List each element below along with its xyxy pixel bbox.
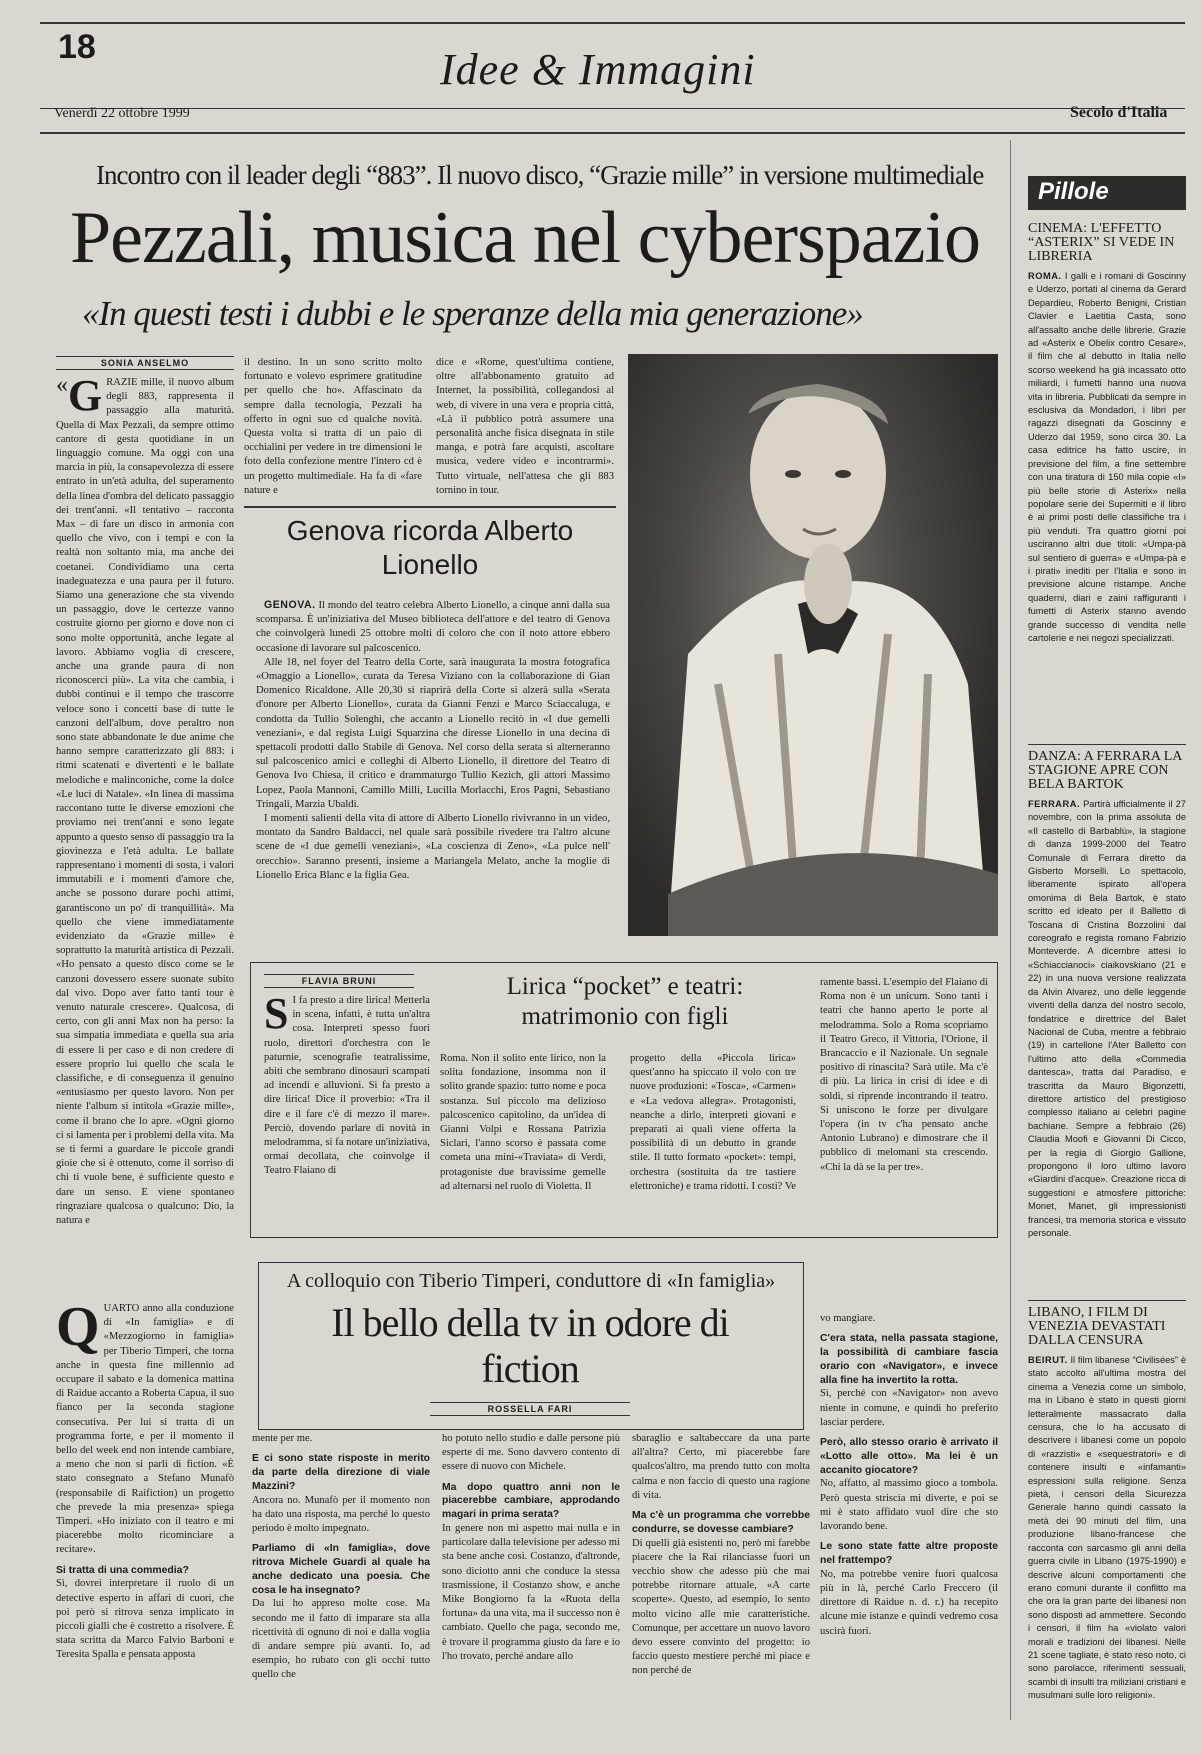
interview-kicker: A colloquio con Tiberio Timperi, conduttore di «In famiglia» bbox=[286, 1270, 776, 1292]
portrait-illustration bbox=[628, 354, 998, 936]
masthead-rule bbox=[40, 108, 1185, 109]
sidebar-item-3 bbox=[1028, 1306, 1186, 1730]
top-rule bbox=[40, 22, 1185, 24]
newspaper-name: Secolo d'Italia bbox=[1070, 104, 1168, 121]
interview-headline: Il bello della tv in odore di fiction bbox=[331, 1300, 729, 1391]
sidebar-item-1-body bbox=[1028, 270, 1186, 716]
sidebar-item-3-body bbox=[1028, 1354, 1186, 1730]
interview-answer-6: Sì, perché con «Navigator» non avevo niente in comune, e quindi ho preferito lasciar perdere. bbox=[820, 1388, 998, 1428]
sidebar-item-2-body bbox=[1028, 798, 1186, 1312]
page-number: 18 bbox=[58, 28, 96, 66]
genova-paragraph-3: I momenti salienti della vita di attore di Alberto Lionello rivivranno in un video, montato da Sandro Baldacci, nel quale sarà possibile rivedere tra l'altro alcune scene de «I due gemelli veneziani», «La coscienza di Zeno», «La pulce nell' orecchio». Saranno presenti, insieme a Mariangela Melato, anche la moglie di Lionello Erica Blanc e la figlia Gea. bbox=[256, 813, 610, 881]
article-lead: RAZIE mille, il nuovo album degli 883, rappresenta il passaggio alla maturità. Quella di Max Pezzali, da sempre ottimo cantore di gesta quotidiane in un linguaggio comune. Ma oggi con una marcia in più, la consapevolezza di essere entrato in un'età adulta, del superamento della linea d'ombra del delicato passaggio dei trent'anni. «Il tentativo – racconta Max – di fare un disco in armonia con quello che vivo, con i tempi e con la realtà non soltanto mia, ma anche dei coetanei. Condividiamo una certa inadeguatezza e una paura per il futuro. Siamo una generazione che sta vivendo un passaggio, dove le certezze vanno costruite giorno per giorno e dove non ci sono molte opportunità, anche legate al lavoro. Abbiamo voglia di crescere, anche una grande paura di non riconoscerci più». La vita che cambia, i dubbi continui e il tempo che trascorre veloce sono i concetti base di tutte le canzoni dell'album, dove peraltro non sono state abbandonate le due anime che hanno sempre caratterizzato gli 883: i ritmi scatenati e divertenti e le ballate melodiche e malinconiche, come la dolce «Le luci di Natale». «In linea di massima raccontano tutte le diverse emozioni che proviamo nei trent'anni e sono legate appunto a questo senso di passaggio tra la giovinezza e l'età adulta. Le ballate rappresentano i momenti di sosta, i valori immutabili e i momenti d'amore che, anche se possono durare pochi attimi, garantiscono un po' di tranquillità». Ma quello che viene immediatamente evidenziato da «Grazie mille» è soprattutto la maturità artistica di Pezzali. «Ho pensato a questo disco come se le canzoni dovessero essere suonate subito dal vivo. Dopo aver fatto tanti tour è venuto naturale crescere». Qualcosa, di certo, con gli anni Max non ha perso: la sua simpatia immediata e quella sua aria di essere lì per caso e di non credere di essere proprio lui quello che scala le classifiche, e di conseguenza il genuino «entusiasmo per questo lavoro. Non per niente l'album si intitola «Grazie mille», come il brano che lo apre. «Ogni giorno ci si lamenta per i problemi della vita. Ma se ti fermi a guardare le piccole grandi gioie che si è ottenuto, come il sorriso di chi ti vuole bene, è sufficiente questo e dare un senso. E viene spontaneo ringraziare qualcosa o qualcuno: Dio, la natura e bbox=[56, 377, 234, 1226]
sidebar-rule-2 bbox=[1028, 1300, 1186, 1301]
sidebar-title-bar bbox=[1028, 176, 1186, 210]
lirica-headline: Lirica “pocket” e teatri: matrimonio con figli bbox=[506, 973, 744, 1030]
sidebar-item-3-place: BEIRUT. bbox=[1028, 1355, 1068, 1365]
interview-question-1: Si tratta di una commedia? bbox=[56, 1564, 189, 1576]
article-dropcap: G bbox=[68, 376, 103, 420]
interview-text-2: mente per me. bbox=[252, 1433, 313, 1444]
sidebar-item-2-headline: DANZA: A FERRARA LA STAGIONE APRE CON BELA BARTOK bbox=[1028, 749, 1182, 792]
sidebar-item-1-text: I galli e i romani di Goscinny e Uderzo, portati al cinema da Gerard Depardieu, Roberto Benigni, Cristian Clavier e Laetitia Casta, sono all'assalto anche delle librerie. Grazie ad «Asterix e Obelix contro Cesare», il film che al debutto in Italia nello scorso weekend ha già incassato otto miliardi, i fumetti hanno una nuova vita in libreria. Pubblicati da sempre in esclusiva da Mondadori, i libri per ragazzi disegnati da Goscinny e Uderzo dal 1959, sono circa 30. La casa editrice ha fatto uscire, in previsione del film, a fine settembre con una tiratura di 150 mila copie «I» più belle storie di Asterix» nella popolare serie dei Supermiti e il libro è ai primi posti delle classifiche tra i più venduti. Tra quattro giorni poi usciranno altri due titoli: «Umpa-pà sul sentiero di guerra» e «Umpa-pà e i pirati» inediti per l'Italia e sono in previsione alcune ristampe. Anche quaderni, diari e zaini raffiguranti i fumetti di Asterix stanno avendo grande successo di vendita nelle cartolerie e nei negozi specializzati. bbox=[1028, 271, 1186, 643]
genova-place: GENOVA. bbox=[264, 599, 316, 611]
interview-answer-8: No, ma potrebbe venire fuori qualcosa più in là, perché Carlo Freccero (il direttore di Raidue n. d. r.) ha recepito alcune mie istanze e quindi vedremo cosa uscirà fuori. bbox=[820, 1568, 998, 1637]
interview-question-8: Le sono state fatte altre proposte nel frattempo? bbox=[820, 1541, 998, 1566]
sidebar-item-3-text: Il film libanese “Civilisées” è stato accolto all'ultima mostra del cinema a Venezia come un simbolo, ma in Libano è stato in questi giorni letteralmente massacrato dalla censura, che lo ha accusato di descrivere i libanesi come un popolo di «razzisti» e «sequestratori» e di contenere insulti e «infamanti» espressioni sulla religione. Senza pietà, i censori della Sicurezza Generale hanno quindi cassato la metà dei 90 minuti del film, una produzione libano-francese che racconta con sarcasmo gli anni della guerra civile in Libano (1975-1990) e descrive alcuni comportamenti che erano comuni durante il conflitto ma che ora la gran parte dei libanesi non sono disposti ad ammettere. Secondo i censori, il film ha «violato valori morali e tradizioni dei libanesi. Nelle 21 scene tagliate, è stato reso noto, ci sono parolacce, riferimenti sessuali, scambi di insulti tra miliziani cristiani e musulmani sulle loro religioni». bbox=[1028, 1355, 1186, 1701]
interview-text-3: ho potuto nello studio e dalle persone più esperte di me. Sono davvero contento di essere di nuovo con Michele. bbox=[442, 1433, 620, 1473]
lirica-dropcap: S bbox=[264, 994, 289, 1038]
article-column-3: dice e «Rome, quest'ultima contiene, oltre all'abbonamento gratuito ad Internet, la possibilità, collegandosi al web, di vivere in una vera e propria città, «Là il pubblico potrà assumere una personalità anche fisica disegnata in stile manga, e potrà fare acquisti, ascoltare musica, vedere video e incontrarmi». Tutto virtuale, nell'attesa che gli 883 tornino in tour. bbox=[436, 357, 614, 496]
interview-question-5: Ma c'è un programma che vorrebbe condurre, se dovesse cambiare? bbox=[632, 1510, 810, 1535]
genova-body bbox=[256, 598, 610, 948]
sidebar-item-2-place: FERRARA. bbox=[1028, 799, 1081, 809]
quote-mark: « bbox=[56, 376, 68, 398]
interview-byline: ROSSELLA FARI bbox=[430, 1402, 630, 1416]
interview-answer-2: Ancora no. Munafò per il momento non ha dato una risposta, ma perché lo questo periodo è molto impegnato. bbox=[252, 1494, 430, 1534]
interview-dropcap: Q bbox=[56, 1302, 100, 1358]
sidebar-item-1 bbox=[1028, 222, 1186, 716]
lirica-text-1: I fa presto a dire lirica! Metterla in scena, infatti, è tutta un'altra cosa. Interpreti spesso fuori ruolo, direttori d'orchestra con le paturnie, scenografie teatralissime, abiti che sembrano dinosauri scampati ad incendi e alluvioni. Si fa presto a dire lirica! Dice il proverbio: «Tra il dire e il fare c'è di mezzo il mare». Perciò, dovendo parlare di novità in melodramma, si fa notare un'iniziativa, ormai decollata, che coinvolge il Teatro Flaiano di bbox=[264, 995, 430, 1177]
interview-question-3: Parliamo di «In famiglia», dove ritrova Michele Guardi al quale ha anche dedicato una poesia. Che cosa le ha insegnato? bbox=[252, 1543, 430, 1596]
genova-paragraph-1: Il mondo del teatro celebra Alberto Lionello, a cinque anni dalla sua scomparsa. È un'iniziativa del Museo biblioteca dell'attore e del teatro di Genova che coinvolgerà lunedì 25 ottobre molti di coloro che con il noto attore ebbero occasione di lavorare sul palcoscenico. bbox=[256, 600, 610, 654]
interview-column-4 bbox=[632, 1432, 810, 1712]
interview-intro: UARTO anno alla conduzione di «In famiglia» e di «Mezzogiorno in famiglia» per Tiberio Timperi, che torna anche in questa fine millennio ad occupare il sabato e la domenica mattina di Raidue accanto a Roberta Capua, il suo fianco per la seconda stagione consecutiva. Per lui si tratta di un programma forte, e per il momento il bello del week end non intende cambiare, a meno che non si parli di fiction. «È stato consegnato a Stefano Munafò (responsabile di Raifiction) un progetto che prevede la mia presenza» spiega Timperi. «Ho iniziato con il teatro e mi piacerebbe molto ricominciare a recitare». bbox=[56, 1303, 234, 1556]
lirica-column-1 bbox=[264, 994, 430, 1228]
max-pezzali-photo bbox=[628, 354, 998, 936]
lirica-column-4: ramente bassi. L'esempio del Flaiano di Roma non è un unicum. Sono tanti i teatri che hanno aperto le porte al melodramma. Solo a Roma scopriamo il Teatro Greco, il Vittoria, l'Orione, il Brancaccio e il Nazionale. Un segnale positivo di rinascita? Sarà utile. Ma c'è di più. La lirica in crisi di idee e di soldi, si riprende incontrando il teatro. Si uniscono le forze per divulgare l'opera (in tv c'ha pensato anche Antonio Lubrano) e dimostrare che il pubblico di melomani sta crescendo. «Chi la dà se la per tre». bbox=[820, 977, 988, 1173]
interview-column-5 bbox=[820, 1312, 998, 1712]
article-column-1 bbox=[56, 376, 234, 1256]
interview-answer-1: Sì, dovrei interpretare il ruolo di un detective esperto in affari di cuori, che poi però si ritrova senza implicato in piccoli gialli che è costretto a risolvere. È stata scritta da Marco Falvio Barboni e Teresita Spalla e pensata apposta bbox=[56, 1578, 234, 1661]
interview-answer-7: No, affatto, al massimo gioco a tombola. Però questa striscia mi diverte, e poi se mi è stato affidato vuol dire che sto lavorando bene. bbox=[820, 1478, 998, 1532]
interview-column-2 bbox=[252, 1432, 430, 1712]
sidebar-item-1-place: ROMA. bbox=[1028, 271, 1062, 281]
article-column-2: il destino. In un sono scritto molto fortunato e volevo esprimere gratitudine per quello che ho». Affascinato da sempre dalla tecnologia, Pezzali ha offerto in ogni suo cd qualche novità. Questa volta si tratta di un paio di occhialini per vedere in tre dimensioni le foto della confezione mentre l'intero cd è un progetto multimediale. Ha fa di «fare nature e bbox=[244, 357, 422, 496]
genova-box-top-rule bbox=[244, 506, 616, 508]
interview-question-4: Ma dopo quattro anni non le piacerebbe cambiare, approdando magari in prima serata? bbox=[442, 1481, 620, 1521]
sidebar-title: Pillole bbox=[1038, 178, 1109, 205]
interview-column-1 bbox=[56, 1302, 234, 1712]
issue-date: Venerdì 22 ottobre 1999 bbox=[54, 106, 190, 121]
interview-text-5: vo mangiare. bbox=[820, 1313, 876, 1324]
article-byline: SONIA ANSELMO bbox=[56, 356, 234, 370]
sidebar-item-1-headline: CINEMA: L'EFFETTO “ASTERIX” SI VEDE IN LIBRERIA bbox=[1028, 221, 1175, 264]
section-title: Idee & Immagini bbox=[440, 45, 756, 94]
interview-question-6: C'era stata, nella passata stagione, la possibilità di cambiare fascia orario con «Navigator», e invece alla fine ha invertito la rotta. bbox=[820, 1333, 998, 1386]
interview-text-4: sbaraglio e saltabeccare da una parte all'altra? Certo, mi piacerebbe fare qualcos'altro, ma prendo tutto con molta calma e non faccio di questo una ragione di vita. bbox=[632, 1433, 810, 1501]
interview-question-2: E ci sono state risposte in merito da parte della direzione di viale Mazzini? bbox=[252, 1453, 430, 1492]
genova-paragraph-2: Alle 18, nel foyer del Teatro della Corte, sarà inaugurata la mostra fotografica «Omaggio a Lionello», curata da Teresa Viziano con la collaborazione di Gian Domenico Ricaldone. Alle 20,30 si riaprirà della Corte si alzerà sulla «Serata d'onore per Alberto Lionello», curata da Gianni Fenzi e Marco Sciaccaluga, e condotta da Tullio Solenghi, che accanto a Lionello recitò in «I due gemelli veneziani», e dal regista Luigi Squarzina che diresse Lionello in una decina di spettacoli prodotti dallo Stabile di Genova. Nel corso della serata si alterneranno sul palcoscenico amici e colleghi di Alberto Lionello, il direttore del Teatro di Genova Ivo Chiesa, il critico e drammaturgo Tullio Kezich, gli attori Massimo Lopez, Paola Mannoni, Camillo Milli, Lucilla Morlacchi, Eros Pagni, Sebastiano Tringali, Marzia Ubaldi. bbox=[256, 656, 610, 810]
lirica-column-3: progetto della «Piccola lirica» quest'anno ha spiccato il volo con tre nuove produzioni: «Tosca», «Carmen» e «La vedova allegra». Protagonisti, neanche a dirlo, interpreti giovani e preparati ai quali viene offerta la possibilità di un debutto in grande stile. Il tutto formato «pocket»: tempi, orchestra (sostituita da tre tastiere elettroniche) e trama ridotti. I costi? Ve bbox=[630, 1053, 796, 1192]
interview-question-7: Però, allo stesso orario è arrivato il «Lotto alle otto». Ma lei è un accanito giocatore? bbox=[820, 1437, 998, 1476]
article-kicker: Incontro con il leader degli “883”. Il nuovo disco, “Grazie mille” in versione multimediale bbox=[96, 160, 984, 190]
sidebar-rule-1 bbox=[1028, 744, 1186, 745]
sidebar-item-2 bbox=[1028, 750, 1186, 1312]
article-subheadline: «In questi testi i dubbi e le speranze della mia generazione» bbox=[82, 294, 863, 333]
interview-answer-3: Da lui ho appreso molte cose. Ma secondo me il fatto di imparare sta alla ricettività di ognuno di noi e dalla voglia di andare sempre più avanti. Io, ad esempio, ho rubato con gli occhi tutto quello che bbox=[252, 1598, 430, 1681]
article-headline: Pezzali, musica nel cyberspazio bbox=[70, 197, 981, 279]
sidebar-item-3-headline: LIBANO, I FILM DI VENEZIA DEVASTATI DALLA CENSURA bbox=[1028, 1305, 1166, 1348]
sidebar-item-2-text: Partirà ufficialmente il 27 novembre, con la prima assoluta de «Il castello di Barbablù», la stagione di danza 1999-2000 del Teatro Comunale di Ferrara diretto da Gisberto Morselli. Lo spettacolo, liberamente ispirato all'opera omonima di Bela Bartok, è stato scritto ed ideato per il Balletto di Toscana di Cristina Bozzolini dal coreografo e regista romano Fabrizio Monteverde. A dicembre attesi lo «Schiaccianoci» ciaikovskiano (21 e 22) in una nuova versione realizzata da Alvin Alvarez, uno delle leggende viventi della danza del nostro secolo, fondatrice e direttrice del Balet Nacional de Cuba, mentre a febbraio (19) in cartellone l'Ater Balletto con l'ultimo atto della «Commedia dantesca», tratta dal Paradiso, e trascritta da Mauro Bigonzetti, direttore artistico del prestigioso complesso italiano ai celebri pagine bachiane. Sempre a febbraio (26) Claudia Moofi e Giovanni Di Cicco, per la regia di Giorgio Gallione, propongono il loro ultimo lavoro «Giardini d'acque». Creazione ricca di suggestioni e atmosfere pittoriche: Monet, Manet, gli impressionisti francesi, tra memoria storica e vissuto personale. bbox=[1028, 799, 1186, 1238]
sidebar-divider bbox=[1010, 140, 1011, 1720]
interview-column-3 bbox=[442, 1432, 620, 1712]
lirica-byline: FLAVIA BRUNI bbox=[264, 974, 414, 988]
interview-answer-4: In genere non mi aspetto mai nulla e in particolare dalla televisione per adesso mi sta bene anche così. Costanzo, d'altronde, sono diciotto anni che conduce la stessa trasmissione, il Costanzo show, e anche Mike Bongiorno fa la «Ruota della fortuna» da una vita, ma il successo non è cambiato. Quello che paga, secondo me, è trovare il programma giusto da fare e io l'ho trovato, perché andare allo bbox=[442, 1523, 620, 1662]
genova-headline: Genova ricorda Alberto Lionello bbox=[286, 515, 574, 580]
interview-answer-5: Di quelli già esistenti no, però mi farebbe piacere che la Rai rilanciasse fuori un vecchio show che adesso più che mai potrebbe ritornare attuale, «A carte scoperte». Questo, ad esempio, lo sento molto vicino alle mie caratteristiche. Comunque, per accettare un nuovo lavoro devo essere convinto del progetto: io faccio questo mestiere perché mi piace e non perché de bbox=[632, 1537, 810, 1677]
lirica-column-2: Roma. Non il solito ente lirico, non la solita fondazione, insomma non il solito grande spazio: tutto nome e poca sostanza. Sul piccolo ma delizioso palcoscenico capitolino, da un'idea di Gianni Volpi e Rossana Patrizia Siclari, l'anno scorso è passata come cometa una mini-«Traviata» di Verdi, protagoniste due bravissime gemelle ad alternarsi nel ruolo di Violetta. Il bbox=[440, 1053, 606, 1192]
masthead-rule-bottom bbox=[40, 132, 1185, 134]
